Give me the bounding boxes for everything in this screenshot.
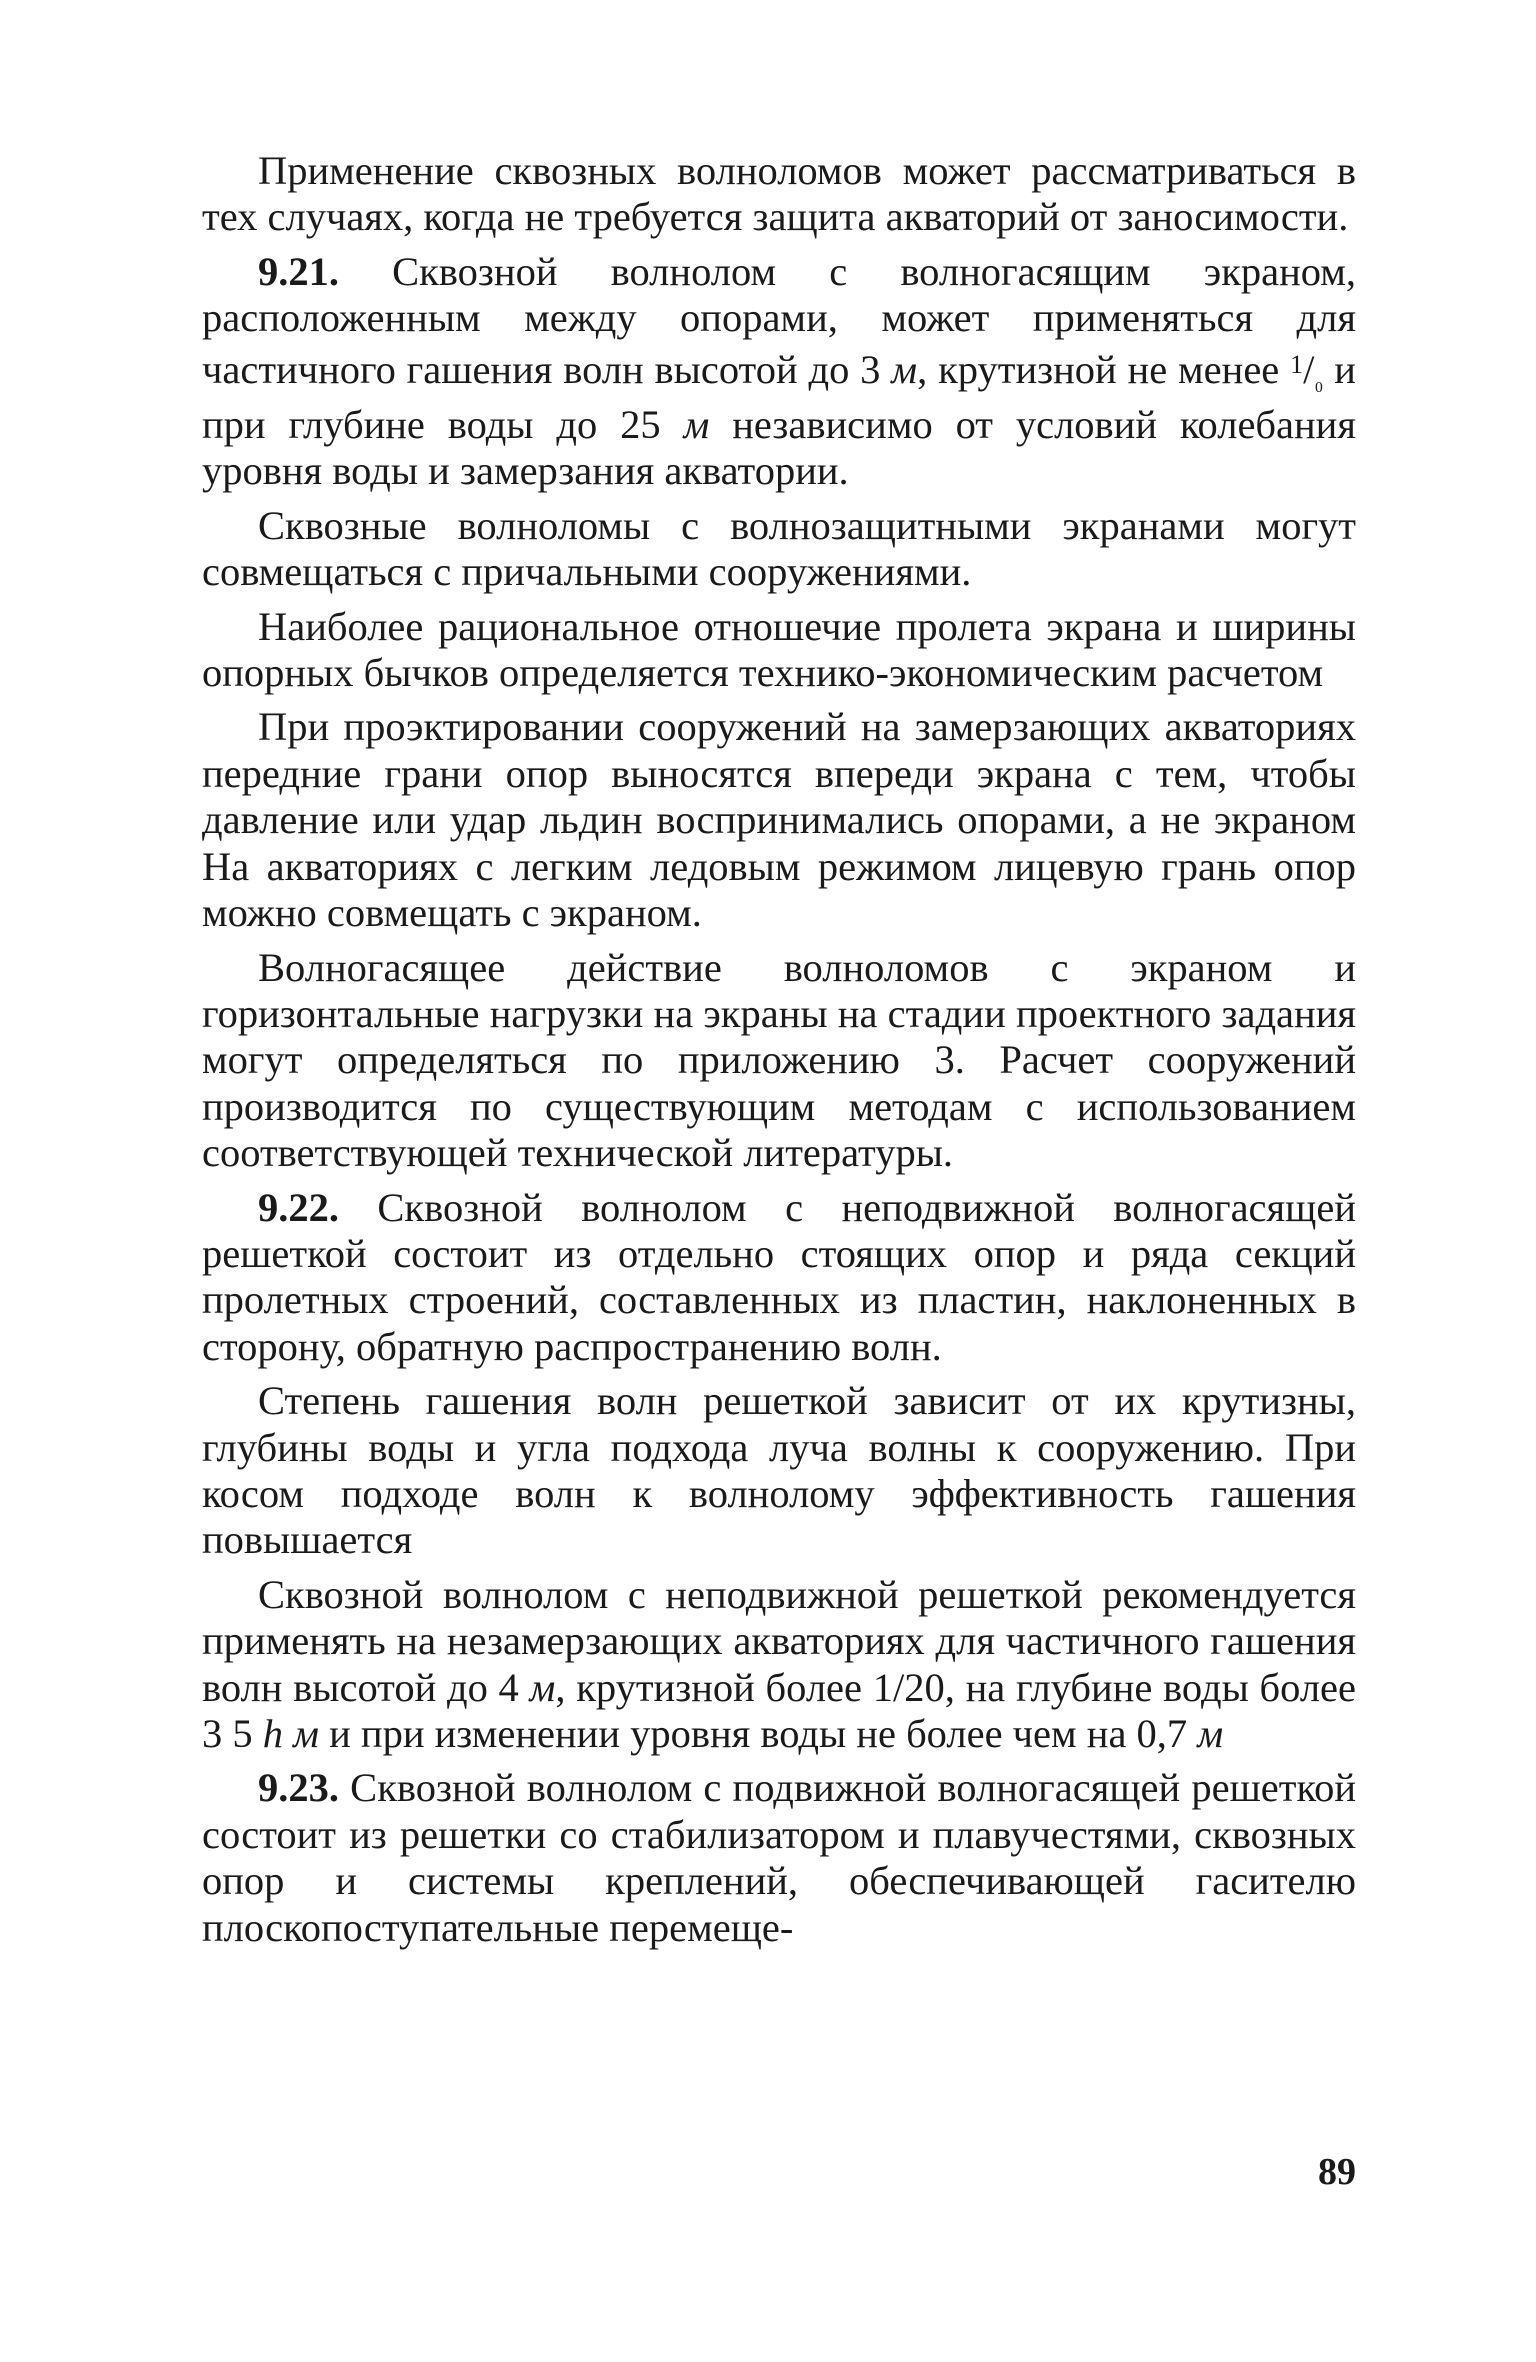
paragraph-text: Сквозной волнолом с неподвижной волногасящей решеткой состоит из отдельно стоящих опор и ряда секций пролетных строений, составленных из пластин, наклоненных в сторону, обратную распространению волн. xyxy=(202,1184,1356,1369)
fraction-slash: / xyxy=(1303,346,1315,392)
paragraph-text: Сквозные волноломы с волнозащитными экранами могут совмещаться с причальными сооружениями. xyxy=(202,502,1356,595)
paragraph-text: , на глубине воды более 3 5 xyxy=(202,1664,1357,1756)
paragraph-text: Сквозной волнолом с подвижной волногасящей решеткой состоит из решетки со стабилизатором и плавучестями, сквозных опор и системы креплений, обеспечивающей гасителю плоскопоступательные перемеще- xyxy=(202,1765,1356,1950)
section-number: 9.23. xyxy=(258,1765,339,1811)
paragraph-intro xyxy=(202,148,1356,241)
paragraph-text: и при изменении уровня воды не более чем на 0,7 xyxy=(318,1711,1198,1756)
fraction-denominator: ₀ xyxy=(1314,363,1324,393)
paragraph-text: При проэктировании сооружений на замерзающих акваториях передние грани опор выносятся впереди экрана с тем, чтобы давление или удар льдин воспринимались опорами, а не экраном На акваториях с легким ледовым режимом лицевую грань опор можно совмещать с экраном. xyxy=(202,704,1356,936)
unit-label: м xyxy=(683,402,710,448)
paragraph-text: , крутизной не менее xyxy=(917,346,1291,392)
paragraph-damping xyxy=(202,1378,1356,1564)
spacer xyxy=(283,1711,293,1756)
paragraph-fixed-grid xyxy=(202,1572,1356,1758)
unit-label: м xyxy=(529,1664,556,1710)
page-number: 89 xyxy=(1318,2151,1356,2193)
paragraph-text: и при глубине воды до 25 xyxy=(202,346,1356,448)
unit-label: м xyxy=(891,346,918,392)
fraction-numerator: 1 xyxy=(1290,349,1304,379)
paragraph-9-22 xyxy=(202,1185,1356,1371)
paragraph-text: Наиболее рациональное отношечие пролета экрана и ширины опорных бычков определяется технико-экономическим расчетом xyxy=(202,603,1356,696)
paragraph-ratio xyxy=(202,604,1356,697)
paragraph-text: , крутизной более xyxy=(555,1664,873,1710)
fraction-value: 1/20 xyxy=(872,1664,945,1710)
symbol-h: h xyxy=(262,1711,283,1756)
paragraph-text: Применение сквозных волноломов может рассматриваться в тех случаях, когда не требуется защита акваторий от заносимости. xyxy=(202,148,1356,240)
unit-label: м xyxy=(293,1711,319,1756)
paragraph-text: Степень гашения волн решеткой зависит от их крутизны, глубины воды и угла подхода луча волны к сооружению. При косом подходе волн к волнолому эффективность гашения повышается xyxy=(202,1378,1356,1563)
paragraph-text: независимо от условий колебания уровня воды и замерзания акватории. xyxy=(202,402,1356,494)
paragraph-screens xyxy=(202,503,1356,596)
body-text xyxy=(202,148,1356,1959)
paragraph-text: Сквозной волнолом с неподвижной решеткой рекомендуется применять на незамерзающих акваториях для частичного гашения волн высотой до 4 xyxy=(202,1571,1356,1710)
unit-label: м xyxy=(1197,1711,1224,1756)
paragraph-9-23 xyxy=(202,1765,1356,1951)
paragraph-text: Волногасящее действие волноломов с экраном и горизонтальные нагрузки на экраны на стадии проектного задания могут определяться по приложению 3. Расчет сооружений производится по существующим методам с использованием соответствующей технической литературы. xyxy=(202,944,1356,1176)
paragraph-text: Сквозной волнолом с волногасящим экраном, расположенным между опорами, может применяться для частичного гашения волн высотой до 3 xyxy=(202,248,1356,392)
paragraph-freezing xyxy=(202,704,1356,936)
paragraph-loads xyxy=(202,945,1356,1177)
section-number: 9.21. xyxy=(258,248,339,294)
paragraph-9-21 xyxy=(202,249,1356,495)
section-number: 9.22. xyxy=(258,1184,339,1230)
